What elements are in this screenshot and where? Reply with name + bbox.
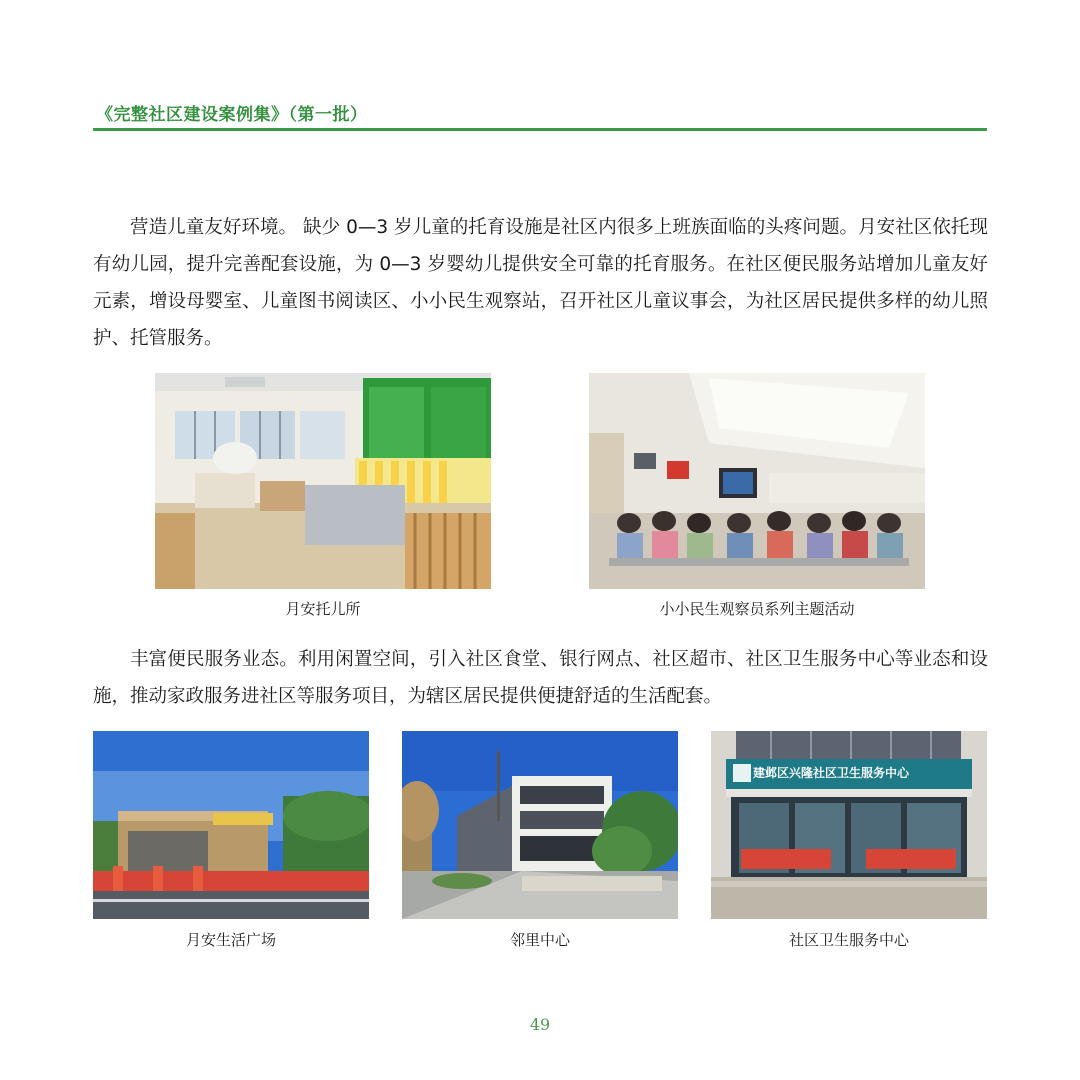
photo-children-activity: [589, 373, 925, 589]
caption-children-activity: 小小民生观察员系列主题活动: [659, 600, 855, 618]
caption-health-center: 社区卫生服务中心: [788, 931, 909, 949]
caption-life-plaza: 月安生活广场: [185, 931, 276, 949]
page-number: 49: [529, 1015, 551, 1034]
caption-nursery: 月安托儿所: [285, 600, 361, 618]
caption-neighborhood-center: 邻里中心: [509, 931, 570, 949]
photo-health-center: [711, 731, 987, 919]
photo-neighborhood-center: [402, 731, 678, 919]
running-header-title: 《完整社区建设案例集》（第一批）: [96, 105, 368, 125]
paragraph-convenience-services: 丰富便民服务业态。利用闲置空间，引入社区食堂、银行网点、社区超市、社区卫生服务中心等业态和设施，推动家政服务进社区等服务项目，为辖区居民提供便捷舒适的生活配套。: [93, 649, 988, 707]
photo-life-plaza: [93, 731, 369, 919]
health-center-signboard-text: 建邺区兴隆社区卫生服务中心: [753, 766, 910, 780]
photo-nursery: [155, 373, 491, 589]
paragraph-child-friendly: 营造儿童友好环境。 缺少 0—3 岁儿童的托育设施是社区内很多上班族面临的头疼问题。月安社区依托现有幼儿园，提升完善配套设施，为 0—3 岁婴幼儿提供安全可靠的托育服务。在社区便民服务站增加儿童友好元素，增设母婴室、儿童图书阅读区、小小民生观察站，召开社区儿童议事会，为社区居民提供多样的幼儿照护、托管服务。: [93, 217, 988, 349]
header-divider: [93, 128, 987, 131]
